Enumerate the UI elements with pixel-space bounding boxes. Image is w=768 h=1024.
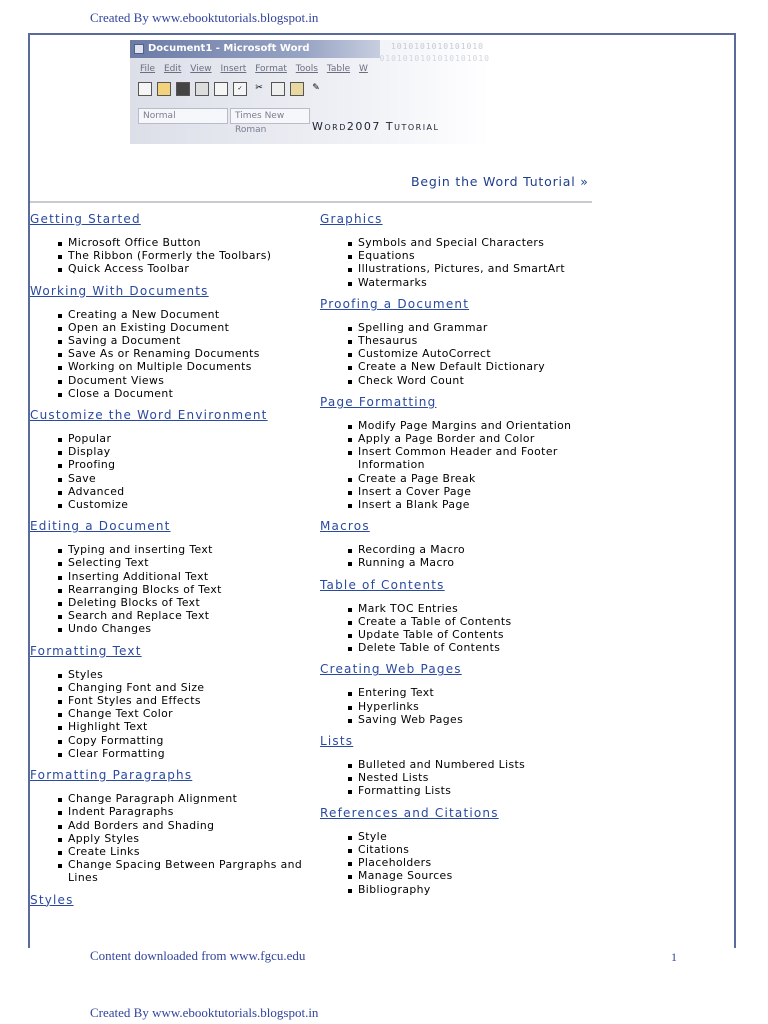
- section-heading-link[interactable]: Styles: [30, 892, 74, 907]
- list-item: Insert Common Header and Footer Information: [320, 445, 610, 471]
- copy-icon: [271, 82, 285, 96]
- open-folder-icon: [157, 82, 171, 96]
- list-item: Nested Lists: [320, 771, 610, 784]
- page-number: 1: [671, 950, 677, 964]
- list-item: Symbols and Special Characters: [320, 236, 610, 249]
- toc-section: [30, 211, 320, 276]
- section-heading-link[interactable]: Working With Documents: [30, 283, 209, 298]
- list-item: Copy Formatting: [30, 734, 320, 747]
- list-item: Running a Macro: [320, 556, 610, 569]
- toc-section: [30, 407, 320, 511]
- list-item: Typing and inserting Text: [30, 543, 320, 556]
- list-item: Formatting Lists: [320, 784, 610, 797]
- list-item: Indent Paragraphs: [30, 805, 320, 818]
- section-heading-link[interactable]: Page Formatting: [320, 394, 437, 409]
- topic-list: [320, 830, 610, 896]
- menu-insert: Insert: [220, 64, 247, 74]
- list-item: Update Table of Contents: [320, 628, 610, 641]
- list-item: Creating a New Document: [30, 308, 320, 321]
- list-item: Undo Changes: [30, 622, 320, 635]
- list-item: Rearranging Blocks of Text: [30, 583, 320, 596]
- format-painter-icon: ✎: [312, 83, 320, 93]
- section-heading-link[interactable]: Graphics: [320, 212, 383, 226]
- word-tutorial-banner: [130, 40, 490, 144]
- toc-section: [320, 661, 610, 726]
- topic-list: [320, 543, 610, 569]
- word-document-icon: [134, 44, 144, 54]
- list-item: Entering Text: [320, 686, 610, 699]
- list-item: Insert a Cover Page: [320, 485, 610, 498]
- toc-section: [320, 805, 610, 896]
- banner-binary-pattern: 1010101010101010: [390, 42, 484, 51]
- list-item: Working on Multiple Documents: [30, 360, 320, 373]
- list-item: Bibliography: [320, 883, 610, 896]
- list-item: Watermarks: [320, 276, 610, 289]
- section-heading-link[interactable]: Formatting Text: [30, 643, 142, 658]
- list-item: Quick Access Toolbar: [30, 262, 320, 275]
- topic-list: [320, 758, 610, 798]
- topic-list: [30, 308, 320, 400]
- list-item: Font Styles and Effects: [30, 694, 320, 707]
- topic-list: [30, 543, 320, 635]
- list-item: Style: [320, 830, 610, 843]
- menu-file: File: [140, 64, 156, 74]
- list-item: Mark TOC Entries: [320, 602, 610, 615]
- section-heading-link[interactable]: Editing a Document: [30, 519, 171, 534]
- list-item: Search and Replace Text: [30, 609, 320, 622]
- list-item: Save As or Renaming Documents: [30, 347, 320, 360]
- list-item: Advanced: [30, 485, 320, 498]
- list-item: Spelling and Grammar: [320, 321, 610, 334]
- list-item: Deleting Blocks of Text: [30, 596, 320, 609]
- list-item: Clear Formatting: [30, 747, 320, 760]
- banner-menu-bar: [140, 64, 368, 74]
- header-credit: Created By www.ebooktutorials.blogspot.in: [90, 10, 319, 25]
- list-item: Change Paragraph Alignment: [30, 792, 320, 805]
- topic-list: [320, 602, 610, 655]
- list-item: Document Views: [30, 374, 320, 387]
- list-item: Thesaurus: [320, 334, 610, 347]
- footer-credit: Created By www.ebooktutorials.blogspot.in: [90, 1005, 319, 1020]
- right-column: [320, 208, 610, 903]
- list-item: Equations: [320, 249, 610, 262]
- list-item: Manage Sources: [320, 869, 610, 882]
- banner-title-bar: [130, 40, 380, 58]
- banner-tutorial-title: Word2007 Tutorial: [312, 120, 440, 133]
- toc-section: [320, 394, 610, 511]
- toc-section: [320, 296, 610, 387]
- topic-list: [320, 686, 610, 726]
- list-item: Change Text Color: [30, 707, 320, 720]
- section-heading-link[interactable]: Lists: [320, 734, 354, 749]
- list-item: Saving Web Pages: [320, 713, 610, 726]
- banner-toolbar: [138, 82, 323, 96]
- list-item: Apply Styles: [30, 832, 320, 845]
- print-preview-icon: [214, 82, 228, 96]
- topic-list: [320, 419, 610, 511]
- menu-view: View: [190, 64, 212, 74]
- banner-binary-pattern-2: 0101010101010101010: [379, 54, 490, 63]
- section-heading-link[interactable]: Proofing a Document: [320, 296, 470, 311]
- menu-format: Format: [255, 64, 287, 74]
- section-heading-link[interactable]: Table of Contents: [320, 577, 445, 592]
- list-item: Changing Font and Size: [30, 681, 320, 694]
- section-heading-link[interactable]: Getting Started: [30, 212, 141, 226]
- spelling-icon: ✓: [233, 82, 247, 96]
- begin-tutorial-link[interactable]: Begin the Word Tutorial »: [411, 174, 589, 189]
- list-item: Styles: [30, 668, 320, 681]
- topic-list: [30, 432, 320, 511]
- list-item: Selecting Text: [30, 556, 320, 569]
- list-item: Popular: [30, 432, 320, 445]
- list-item: Modify Page Margins and Orientation: [320, 419, 610, 432]
- list-item: Create a New Default Dictionary: [320, 360, 610, 373]
- section-heading-link[interactable]: Customize the Word Environment: [30, 408, 268, 423]
- list-item: Create a Page Break: [320, 472, 610, 485]
- list-item: Add Borders and Shading: [30, 819, 320, 832]
- section-heading-link[interactable]: Creating Web Pages: [320, 662, 462, 677]
- print-icon: [195, 82, 209, 96]
- list-item: Delete Table of Contents: [320, 641, 610, 654]
- list-item: Customize: [30, 498, 320, 511]
- topic-list: [30, 792, 320, 884]
- banner-font-box: Times New Roman: [230, 108, 310, 124]
- list-item: Create a Table of Contents: [320, 615, 610, 628]
- save-disk-icon: [176, 82, 190, 96]
- list-item: Recording a Macro: [320, 543, 610, 556]
- banner-window-title: Document1 - Microsoft Word: [148, 43, 310, 54]
- list-item: Proofing: [30, 458, 320, 471]
- menu-window: W: [358, 64, 368, 74]
- new-document-icon: [138, 82, 152, 96]
- divider: [30, 201, 592, 203]
- paste-icon: [290, 82, 304, 96]
- list-item: Create Links: [30, 845, 320, 858]
- list-item: Placeholders: [320, 856, 610, 869]
- list-item: Change Spacing Between Pargraphs and Lines: [30, 858, 320, 884]
- list-item: The Ribbon (Formerly the Toolbars): [30, 249, 320, 262]
- menu-tools: Tools: [295, 64, 318, 74]
- list-item: Apply a Page Border and Color: [320, 432, 610, 445]
- list-item: Inserting Additional Text: [30, 570, 320, 583]
- toc-section: [320, 733, 610, 798]
- section-heading-link[interactable]: Macros: [320, 519, 370, 534]
- section-heading-link[interactable]: References and Citations: [320, 805, 499, 820]
- list-item: Open an Existing Document: [30, 321, 320, 334]
- list-item: Illustrations, Pictures, and SmartArt: [320, 262, 610, 275]
- topic-list: [30, 236, 320, 276]
- toc-section: [30, 643, 320, 760]
- toc-section: [30, 767, 320, 884]
- topic-list: [320, 236, 610, 289]
- list-item: Citations: [320, 843, 610, 856]
- content-source: Content downloaded from www.fgcu.edu: [90, 948, 306, 963]
- cut-icon: ✂: [255, 83, 263, 93]
- topic-list: [320, 321, 610, 387]
- toc-section: [30, 518, 320, 635]
- left-column: [30, 208, 320, 908]
- toc-section: [30, 892, 320, 908]
- list-item: Hyperlinks: [320, 700, 610, 713]
- toc-section: [320, 211, 610, 289]
- list-item: Insert a Blank Page: [320, 498, 610, 511]
- list-item: Customize AutoCorrect: [320, 347, 610, 360]
- list-item: Saving a Document: [30, 334, 320, 347]
- banner-style-box: Normal: [138, 108, 228, 124]
- list-item: Highlight Text: [30, 720, 320, 733]
- section-heading-link[interactable]: Formatting Paragraphs: [30, 768, 193, 783]
- toc-section: [320, 577, 610, 655]
- toc-section: [320, 518, 610, 569]
- topic-list: [30, 668, 320, 760]
- menu-edit: Edit: [163, 64, 182, 74]
- list-item: Display: [30, 445, 320, 458]
- list-item: Save: [30, 472, 320, 485]
- list-item: Microsoft Office Button: [30, 236, 320, 249]
- list-item: Check Word Count: [320, 374, 610, 387]
- list-item: Bulleted and Numbered Lists: [320, 758, 610, 771]
- menu-table: Table: [326, 64, 351, 74]
- list-item: Close a Document: [30, 387, 320, 400]
- toc-section: [30, 283, 320, 400]
